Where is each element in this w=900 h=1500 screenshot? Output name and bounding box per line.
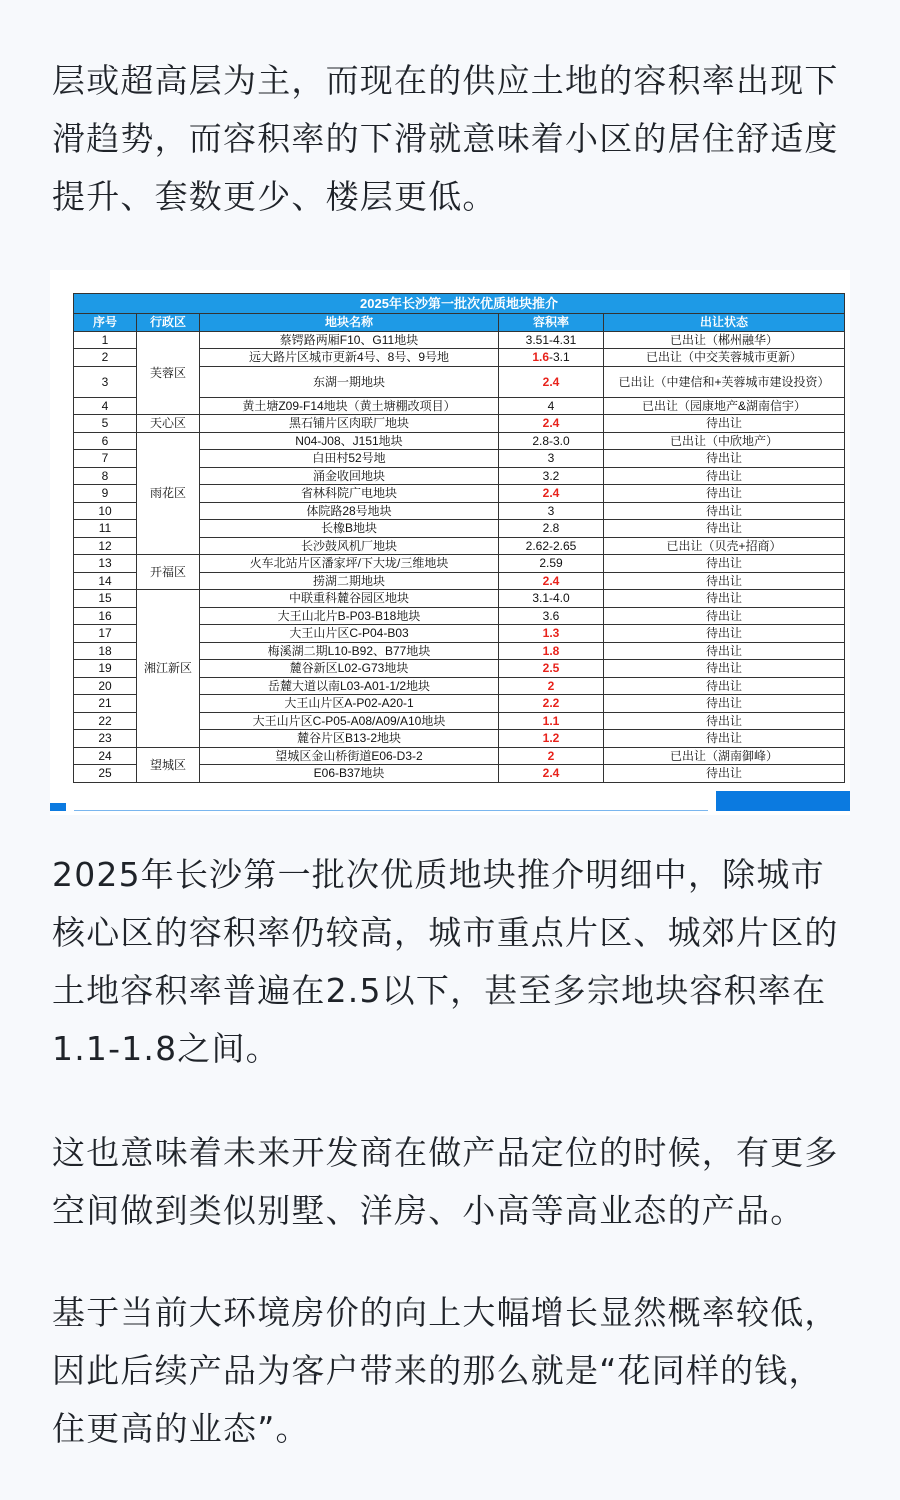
- table-row: 20 岳麓大道以南L03-A01-1/2地块 2 待出让: [74, 677, 845, 695]
- table-row: 23 麓谷片区B13-2地块 1.2 待出让: [74, 730, 845, 748]
- intro-paragraph: 层或超高层为主，而现在的供应土地的容积率出现下滑趋势，而容积率的下滑就意味着小区的居住舒适度提升、套数更少、楼层更低。: [52, 61, 839, 216]
- paragraph-3: 基于当前大环境房价的向上大幅增长显然概率较低，因此后续产品为客户带来的那么就是“花同样的钱，住更高的业态”。: [52, 1293, 839, 1448]
- district-cell: 芙蓉区: [137, 331, 200, 415]
- district-cell: 雨花区: [137, 432, 200, 555]
- table-row: 24 望城区 望城区金山桥街道E06-D3-2 2 已出让（湖南御峰）: [74, 747, 845, 765]
- table-row: 5 天心区 黑石铺片区肉联厂地块 2.4 待出让: [74, 415, 845, 433]
- table-row: 12 长沙鼓风机厂地块 2.62-2.65 已出让（贝壳+招商）: [74, 537, 845, 555]
- table-row: 21 大王山片区A-P02-A20-1 2.2 待出让: [74, 695, 845, 713]
- col-header-district: 行政区: [137, 314, 200, 332]
- table-row: 1 芙蓉区 蔡锷路两厢F10、G11地块 3.51-4.31 已出让（郴州融华）: [74, 331, 845, 349]
- district-cell: 湘江新区: [137, 590, 200, 748]
- table-row: 8 涌金收回地块 3.2 待出让: [74, 467, 845, 485]
- table-row: 6 雨花区 N04-J08、J151地块 2.8-3.0 已出让（中欣地产）: [74, 432, 845, 450]
- table-row: 25 E06-B37地块 2.4 待出让: [74, 765, 845, 783]
- table-row: 18 梅溪湖二期L10-B92、B77地块 1.8 待出让: [74, 642, 845, 660]
- paragraph-2: 这也意味着未来开发商在做产品定位的时候，有更多空间做到类似别墅、洋房、小高等高业态的产品。: [52, 1133, 839, 1230]
- land-table-image: [50, 270, 850, 815]
- col-header-status: 出让状态: [604, 314, 845, 332]
- table-row: 9 省林科院广电地块 2.4 待出让: [74, 485, 845, 503]
- district-cell: 望城区: [137, 747, 200, 782]
- footer-accent-left: [50, 803, 66, 811]
- table-row: 22 大王山片区C-P05-A08/A09/A10地块 1.1 待出让: [74, 712, 845, 730]
- footer-accent-right: [716, 791, 850, 811]
- table-row: 19 麓谷新区L02-G73地块 2.5 待出让: [74, 660, 845, 678]
- table-title: 2025年长沙第一批次优质地块推介: [74, 294, 845, 314]
- col-header-far: 容积率: [499, 314, 604, 332]
- table-row: 11 长橡B地块 2.8 待出让: [74, 520, 845, 538]
- table-row: 16 大王山北片B-P03-B18地块 3.6 待出让: [74, 607, 845, 625]
- district-cell: 天心区: [137, 415, 200, 433]
- district-cell: 开福区: [137, 555, 200, 590]
- col-header-plot-name: 地块名称: [200, 314, 499, 332]
- table-row: 2 远大路片区城市更新4号、8号、9号地 1.6-3.1 已出让（中交芙蓉城市更新）: [74, 349, 845, 367]
- table-row: 17 大王山片区C-P04-B03 1.3 待出让: [74, 625, 845, 643]
- table-row: 15 湘江新区 中联重科麓谷园区地块 3.1-4.0 待出让: [74, 590, 845, 608]
- table-row: 13 开福区 火车北站片区潘家坪/下大垅/三维地块 2.59 待出让: [74, 555, 845, 573]
- table-row: 4 黄土塘Z09-F14地块（黄土塘棚改项目） 4 已出让（园康地产&湖南信宇）: [74, 397, 845, 415]
- table-row: 3 东湖一期地块 2.4 已出让（中建信和+芙蓉城市建设投资）: [74, 366, 845, 397]
- table-row: 7 白田村52号地 3 待出让: [74, 450, 845, 468]
- table-row: 10 体院路28号地块 3 待出让: [74, 502, 845, 520]
- footer-line: [74, 810, 708, 811]
- land-table: [73, 293, 845, 783]
- paragraph-1: 2025年长沙第一批次优质地块推介明细中，除城市核心区的容积率仍较高，城市重点片区、城郊片区的土地容积率普遍在2.5以下，甚至多宗地块容积率在1.1-1.8之间。: [52, 855, 839, 1068]
- table-row: 14 捞湖二期地块 2.4 待出让: [74, 572, 845, 590]
- col-header-no: 序号: [74, 314, 137, 332]
